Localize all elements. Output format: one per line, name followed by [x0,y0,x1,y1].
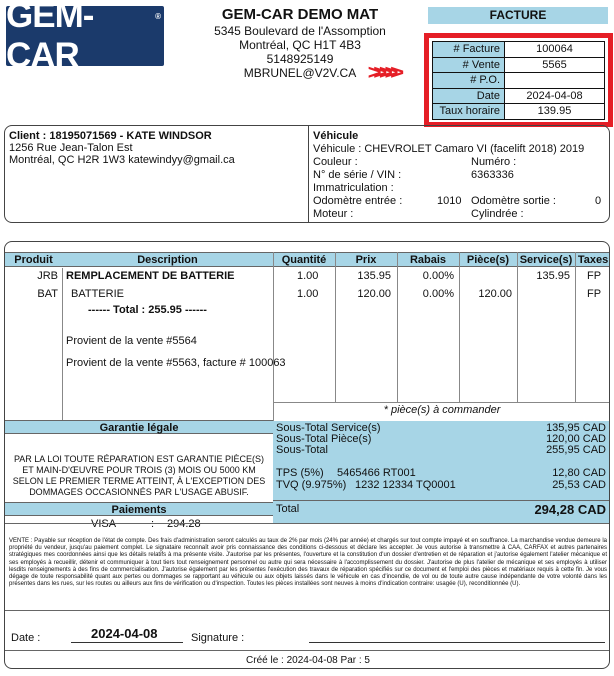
odometer-in-value: 1010 [437,195,462,207]
row-discount: 0.00% [422,270,454,282]
separator [5,523,609,524]
row-price: 120.00 [357,288,391,300]
client-vehicle-panel [4,125,610,223]
date-value: 2024-04-08 [91,626,158,641]
subtotal-services-label: Sous-Total Service(s) [276,422,381,434]
odometer-out-value: 0 [595,195,602,207]
fine-print: VENTE : Payable sur réception de l'état de compte. Des frais d'administration seront calculés au taux de 2% par mois (24% par année) et chargés sur tout compte impayé et en souffrance. La marchandise vendue demeure la propriété du vendeur, jusqu'au paiement complet. Le signataire reconnaît avoir pris connaissance des conditions ci-dessous et déclare les accepter. Je vous autorise à transmettre à CAA, CARFAX et autres partenaires stratégiques mes coordonnées ainsi que les détails relatifs à ma présente visite. J'autorise par les présentes, l'ouverture et la constitution d'un dossier d'entretien et de réparation et j'autorise également l'atelier mécanique et ses employés à recueillir, détenir et communiquer à tout tiers tout renseignement personnel ou autre qui sera nécessaire à l'accomplissement du dossier. J'autorise de plus l'atelier de mécanique et ses employés à utiliser lesdits renseignements à des fins de commercialisation. J'autorise également par les présentes l'exécution des travaux de réparation spécifiés sur ce document et l'emploi des pièces et matériaux requis à cette fin. Je vous dégage de toute responsabilité quant aux pertes ou dommages se rapportant au véhicule ou aux objets laissés dans le véhicule en cas d'incendie, de vol ou de toute autre cause indépendante de votre volonté dans les présentes dans les rues, sur les routes ou ailleurs aux fins de vérification ou d'inspection. Toutes les pièces installées sont neuves à moins d'indication contraire: usagée (U), reconditionnée (U). [9,538,607,588]
separator [273,500,610,501]
sale-note-2: Provient de la vente #5563, facture # 100063 [66,357,286,369]
info-label: Date [433,88,505,104]
total-value: 294,28 CAD [534,502,606,517]
vehicle-vin-label: N° de série / VIN : [313,169,402,181]
subtotal-value: 255,95 CAD [546,444,606,456]
info-value: 5565 [505,57,605,73]
total-label: Total [276,503,300,515]
vehicle-number-label: Numéro : [471,156,517,168]
odometer-in-label: Odomètre entrée : [313,195,403,207]
tvq-label: TVQ (9.975%) [276,479,347,491]
company-phone: 5148925149 [266,52,334,66]
column-divider [575,252,576,402]
row-description: BATTERIE [71,288,124,300]
company-name: GEM-CAR DEMO MAT [221,6,379,23]
invoice-info-row [433,73,605,89]
col-services: Service(s) [519,254,573,266]
row-code: JRB [37,270,58,282]
separator [5,650,609,651]
row-quantity: 1.00 [297,270,319,282]
col-prix: Prix [355,254,377,266]
client-block [9,130,304,166]
logo-registered-mark: ® [155,12,160,21]
date-underline [71,642,183,643]
vehicle-title: Véhicule [313,130,359,142]
tvq-value: 25,53 CAD [552,479,606,491]
col-pieces: Pièce(s) [466,254,510,266]
info-value [505,73,605,89]
chevron-arrows-icon: >>>>> [367,62,396,84]
vehicle-color-label: Couleur : [313,156,358,168]
document-title: FACTURE [428,7,608,24]
vehicle-vin-value: 6363336 [471,169,514,181]
row-discount: 0.00% [422,288,454,300]
payment-method: VISA [91,518,117,530]
row-price: 135.95 [357,270,391,282]
company-logo [6,0,164,75]
col-quantite: Quantité [281,254,327,266]
row-parts: 120.00 [478,288,512,300]
client-street: 1256 Rue Jean-Talon Est [9,142,133,154]
info-label: # P.O. [433,73,505,89]
info-label: # Vente [433,57,505,73]
invoice-items-panel [4,241,610,669]
company-address-line2: Montréal, QC H1T 4B3 [239,38,361,52]
subtotal-services-value: 135,95 CAD [546,422,606,434]
tvq-number: 1232 12334 TQ0001 [355,479,456,491]
sale-note-1: Provient de la vente #5564 [66,335,197,347]
payment-separator: : [151,518,155,530]
signature-label: Signature : [191,632,245,644]
col-rabais: Rabais [409,254,447,266]
items-header [5,252,609,267]
client-city-email: Montréal, QC H2R 1W3 katewindyy@gmail.ca [9,154,235,166]
row-tax: FP [587,270,602,282]
warranty-text-1: PAR LA LOI TOUTE RÉPARATION EST GARANTIE PIÈCE(S) ET MAIN-D'ŒUVRE POUR TROIS (3) MOIS OU 5000 KM [13,454,265,475]
warranty-title: Garantie légale [5,420,273,434]
info-label: Taux horaire [433,104,505,120]
tps-label: TPS (5%) [276,467,324,479]
company-email: MBRUNEL@V2V.CA [243,66,357,80]
odometer-out-label: Odomètre sortie : [471,195,556,207]
vehicle-block [313,130,609,221]
col-taxes: Taxes [577,254,609,266]
date-label: Date : [11,632,41,644]
tps-number: 5465466 RT001 [337,467,416,479]
payment-amount: 294.28 [167,518,201,530]
panel-divider [308,126,309,222]
row-description: REMPLACEMENT DE BATTERIE [66,270,235,282]
info-label: # Facture [433,42,505,58]
company-address-line1: 5345 Boulevard de l'Assomption [214,24,386,38]
column-divider [459,252,460,402]
payments-title: Paiements [5,502,273,516]
subtotal-parts-label: Sous-Total Pièce(s) [276,433,372,445]
row-tax: FP [587,288,602,300]
subtotal-label: Sous-Total [276,444,328,456]
info-value: 2024-04-08 [505,88,605,104]
vehicle-description: Véhicule : CHEVROLET Camaro VI (facelift 2018) 2019 [313,143,585,155]
separator [5,610,609,611]
row-quantity: 1.00 [297,288,319,300]
column-divider [62,268,63,421]
logo-text: GEM-CAR [6,0,94,75]
invoice-info-row [433,104,605,120]
tps-value: 12,80 CAD [552,467,606,479]
to-order-note: * pièce(s) à commander [383,404,501,416]
row-services: 135.95 [536,270,570,282]
vehicle-motor-label: Moteur : [313,208,354,220]
invoice-info-row [433,42,605,58]
created-info: Créé le : 2024-04-08 Par : 5 [246,655,370,666]
signature-line [309,642,605,643]
row-code: BAT [37,288,58,300]
client-title: Client : 18195071569 - KATE WINDSOR [9,130,212,142]
warranty-text-2: SELON LE PREMIER TERME ATTEINT, À L'EXCEPTION DES DOMMAGES OCCASIONNÉS PAR L'USAGE ABUSIF. [12,476,266,497]
separator [273,402,610,403]
invoice-info-row [433,57,605,73]
invoice-info-row [433,88,605,104]
vehicle-cylinder-label: Cylindrée : [471,208,524,220]
col-produit: Produit [14,254,53,266]
info-value: 139.95 [505,104,605,120]
col-description: Description [137,254,198,266]
subtotal-parts-value: 120,00 CAD [546,433,606,445]
info-value: 100064 [505,42,605,58]
group-total: ------ Total : 255.95 ------ [88,304,207,316]
invoice-info-table [432,41,605,120]
vehicle-registration-label: Immatriculation : [313,182,394,194]
